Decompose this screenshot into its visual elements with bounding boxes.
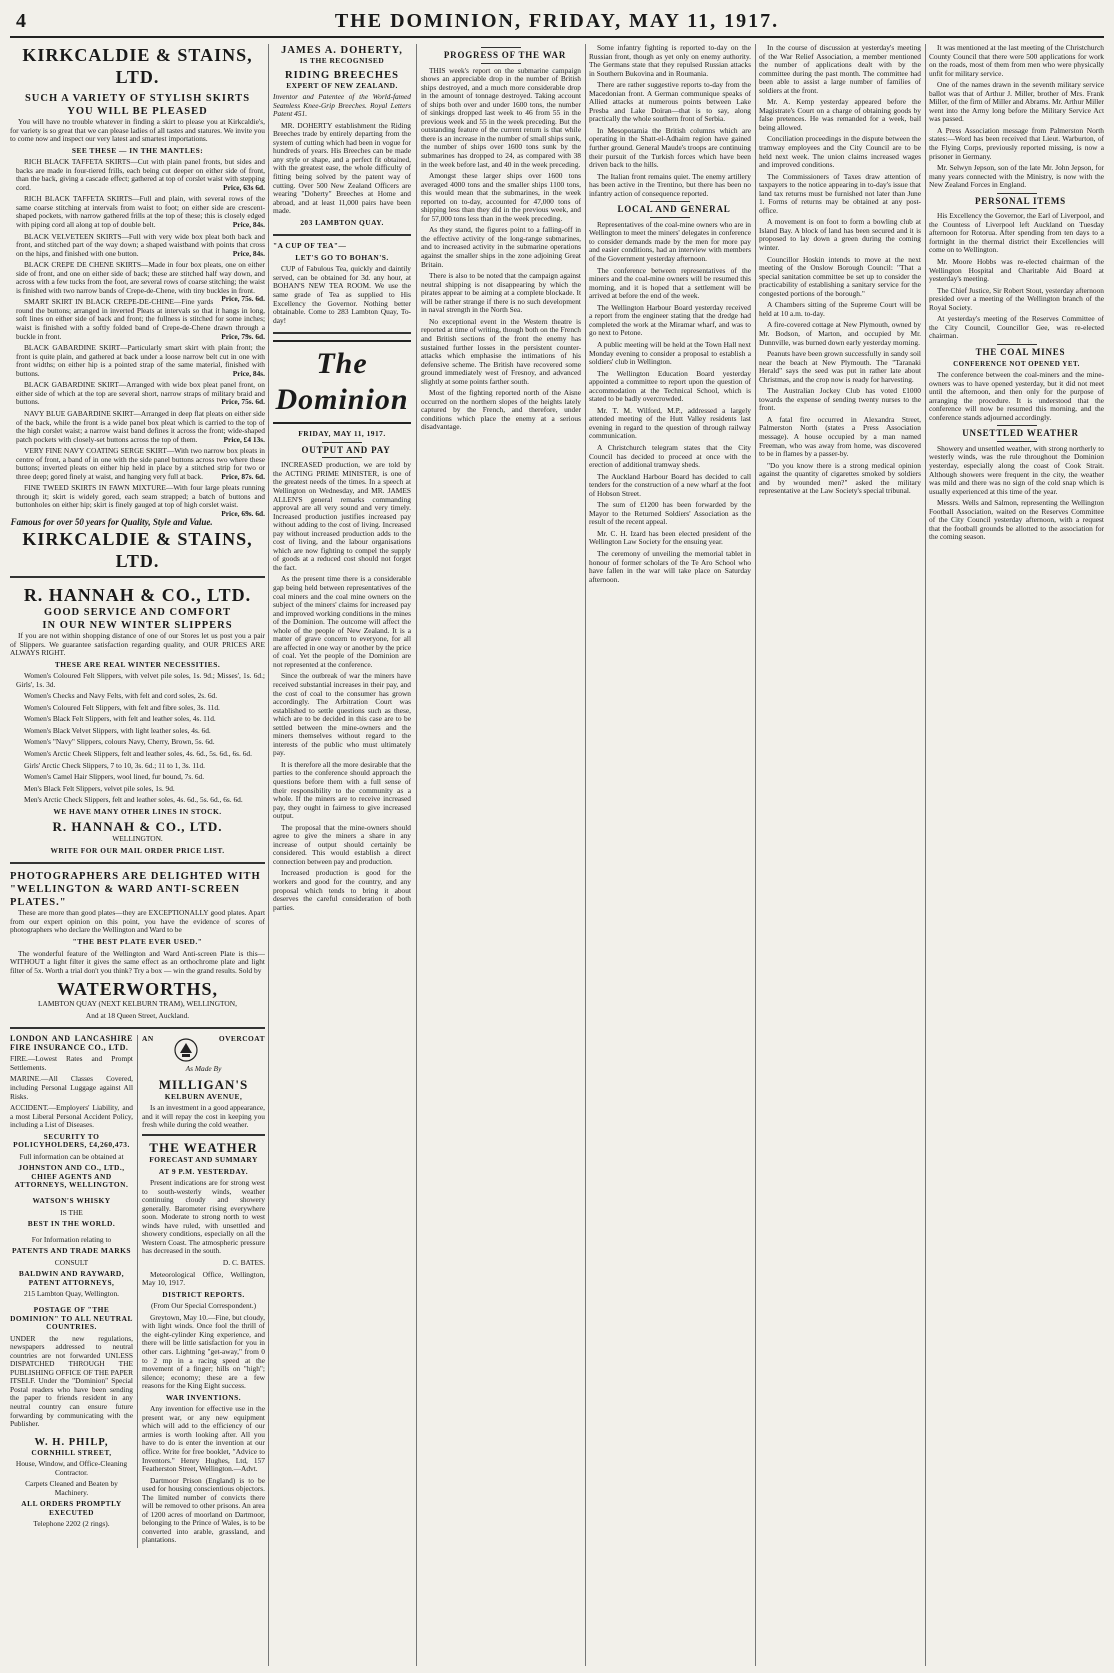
weather-time: AT 9 P.M. YESTERDAY. [158,1166,249,1176]
editorial-heading: OUTPUT AND PAY [301,444,391,455]
skirt-item [10,483,265,518]
unsettled-heading: UNSETTLED WEATHER [962,428,1079,439]
crest-icon [173,1037,199,1063]
nameplate: The Dominion [275,347,409,417]
coal-heading: THE COAL MINES [975,346,1066,357]
skirt-price: Price, 87s. 6d. [221,471,265,481]
local-paragraph: The ceremony of unveiling the memorial tablet in honour of former scholars of the Te Aro School who have fallen in the war will take place on Saturday afternoon. [589,548,751,584]
news-paragraph: Councillor Hoskin intends to move at the next meeting of the Onslow Borough Council: "That a special sanitation committee be set up to consider the practicability of establishing a sanitary service for the congested portions of the borough." [759,254,921,298]
milligan-overcoat: OVERCOAT [218,1034,265,1044]
local-paragraph: Mr. T. M. Wilford, M.P., addressed a largely attended meeting of the Hutt Valley residents last evening in regard to the question of through railway communication. [589,405,751,441]
column-6-tail: Messrs. Wells and Salmon, representing the Wellington Football Association, waited on the Reserves Committee of the City Council yesterday afternoon, with a request that the football grounds be allotted to the association for the coming season. [929,498,1104,542]
masthead-title: THE DOMINION, FRIDAY, MAY 11, 1917. [334,10,780,32]
nameplate-date: FRIDAY, MAY 11, 1917. [298,429,386,439]
skirt-item [10,298,265,341]
personal-heading: PERSONAL ITEMS [975,195,1066,206]
milligan-an: AN [142,1034,154,1044]
local-paragraph: The conference between representatives of the miners and the coal-mine owners will be resumed this morning, and it is hoped that a settlement will be arrived at before the end of the week. [589,265,751,301]
doherty-expert: EXPERT OF NEW ZEALAND. [286,80,398,90]
skirt-item [10,260,265,304]
column-rule [925,44,926,1666]
unsettled-body: Showery and unsettled weather, with strong northerly to westerly winds, was the rule throughout the Dominion yesterday, especially along the coast of Cook Strait. Although showers were frequent in the city, the weather was mild and there was no sign of the cold snap which is usually experienced at this time of the year. [929,443,1104,496]
slipper-item: Girls' Arctic Check Slippers, 7 to 10, 3s. 6d.; 11 to 1, 3s. 11d. [24,760,206,770]
column-6-body [929,44,1104,190]
news-paragraph: A fire-covered cottage at New Plymouth, owned by Mr. Bodson, of Marton, and occupied by Mr. Dunnville, was burned down early yesterday morning. [759,320,921,347]
editorial-paragraph: INCREASED production, we are told by the ACTING PRIME MINISTER, is one of the greatest needs of the times. In a speech at Wellington on Wednesday, and MR. JAMES ALLEN'S general remarks commanding approval are all very sound and very timely. Increased production justifies increased pay without adding to the cost of living. Increased pay without increased production adds to the cost of living, and the labour organisations which are now fighting to compel the supply of goods at a reduced cost should not forget the fact. [273,460,411,572]
column-5 [759,44,921,1666]
skirt-item [10,158,265,192]
skirt-item [10,381,265,407]
news-paragraph: A movement is on foot to form a bowling club at Island Bay. A block of land has been secured and it is proposed to lay down a green during the coming winter. [759,217,921,253]
skirt-price: Price, 79s. 6d. [221,331,265,341]
local-paragraph: Mr. C. H. Izard has been elected president of the Wellington Law Society for the ensuing year. [589,528,751,547]
slipper-item: Women's Coloured Felt Slippers, with velvet pile soles, 1s. 9d.; Misses', 1s. 6d.; Girls', 1s. 3d. [16,671,265,689]
patents-name: PATENTS AND TRADE MARKS [12,1246,131,1256]
kirkcaldie-headline-2: YOU WILL BE PLEASED [67,106,208,117]
news-paragraph: In the course of discussion at yesterday's meeting of the War Relief Association, a member mentioned the number of applications dealt with by the committee during the past month. The committee had been able to assist a large number of families of soldiers at the front. [759,44,921,95]
lancashire-name: LONDON AND LANCASHIRE FIRE INSURANCE CO., LTD. [10,1034,133,1052]
skirt-price: Price, 84s. [232,368,265,378]
philp-promise: ALL ORDERS PROMPTLY EXECUTED [21,1499,122,1517]
doherty-is: IS THE RECOGNISED [299,56,385,65]
local-paragraph: Representatives of the coal-mine owners who are in Wellington to meet the miners' delegates in conference to consider demands made by the men for more pay and easier conditions, had an interview with members of the Government yesterday afternoon. [589,219,751,264]
weather-signed: D. C. BATES. [222,1258,265,1268]
philp-address: CORNHILL STREET, [31,1447,112,1457]
philp-name: W. H. PHILP, [34,1436,109,1448]
bohans-head: "A CUP OF TEA"— [273,241,347,251]
column-6 [929,44,1104,1666]
news-paragraph: It was mentioned at the last meeting of the Christchurch County Council that there were 500 applications for work on the roads, most of them from men who were physically unfit for military service. [929,44,1104,78]
news-paragraph: Conciliation proceedings in the dispute between the tramway employees and the City Council are to be held next week. The union claims increased wages and improved conditions. [759,134,921,170]
skirt-description: VERY FINE NAVY COATING SERGE SKIRT—With two narrow box pleats in centre of front, a band of in one with the side panel buttons across two where these buttons; inverted pleats on either hip held in place by a stitched strip for two or three deep; gored finely at waist, and hanging very full at back. [16,446,265,481]
kirkcaldie-footer: Famous for over 50 years for Quality, Style and Value. [10,516,213,527]
bohans-head-2: LET'S GO TO BOHAN'S. [295,252,389,262]
editorial-paragraph: As the present time there is a considerable gap being held between representatives of the coal miners and the coal mine owners on the subject of the miners' claims for increased pay and improved working conditions in the mines of the Dominion. The outcome will affect the whole of the people of New Zealand. It is a matter of grave concern to everyone, for all are affected in one way or another by the price of coal. Yet the people of the Dominion are not represented at the conference. [273,574,411,669]
waterworths-body: These are more than good plates—they are EXCEPTIONALLY good plates. Apart from our expert opinion on this point, you have the evidence of scores of photographers who declare the Wellington and Ward to be [10,908,265,935]
news-paragraph: "Do you know there is a strong medical opinion against the quantity of cigarettes smoked by soldiers and by wounded men?" asked the military representative at the Law Society's special tribunal. [759,460,921,496]
doherty-name: JAMES A. DOHERTY, [281,45,403,56]
news-paragraph: A Chambers sitting of the Supreme Court will be held at 10 a.m. to-day. [759,300,921,318]
hannah-item-list [10,672,265,805]
progress-paragraph: Some infantry fighting is reported to-day on the Russian front, though as yet only on enemy authority. The Germans state that they repulsed Russian attacks in Southern Bukovina and in Roumania. [589,44,751,78]
kirkcaldie-name-footer: KIRKCALDIE & STAINS, LTD. [22,528,253,571]
skirt-item [10,233,265,259]
column-rule [585,44,586,1666]
editorial-paragraph: Since the outbreak of war the miners have received substantial increases in their pay, and the cost of coal to the consumer has grown accordingly. The Arbitration Court was established to settle questions such as these, which are to be decided in this case are to be settled between the mine-owners and the miners themselves without regard to the interests of the public who must ultimately pay. [273,671,411,758]
page-number: 4 [16,10,26,32]
personal-paragraph: The Chief Justice, Sir Robert Stout, yesterday afternoon presided over a meeting of the Wellington branch of the Royal Society. [929,285,1104,312]
skirt-item [10,410,265,444]
local-paragraph: The Auckland Harbour Board has decided to call tenders for the construction of a new wharf at the foot of Hobson Street. [589,471,751,498]
slipper-item: Women's Black Felt Slippers, with felt and leather soles, 4s. 11d. [24,714,216,724]
slipper-item: Women's Checks and Navy Felts, with felt and cord soles, 2s. 6d. [24,691,218,701]
progress-paragraph: As they stand, the figures point to a falling-off in the effective activity of the long-range submarines, and to increased activity in the submarine operations against the smaller ships in the zone adjoining Great Britain. [421,225,581,269]
editorial-more: Increased production is good for the workers and good for the country, and any proposal which tends to bring it about deserves the careful consideration of both parties. [273,868,411,912]
waterworths-quote: "THE BEST PLATE EVER USED." [72,937,203,946]
news-paragraph: One of the names drawn in the seventh military service ballot was that of Arthur J. Miller, brother of Mrs. Frank Miller, of the firm of Miller and Abrams. Mr. Arthur Miller went into the Army long before the Military Service Act was passed. [929,80,1104,124]
slipper-item: Men's Black Felt Slippers, velvet pile soles, 1s. 9d. [24,783,175,793]
waterworths-headline: PHOTOGRAPHERS ARE DELIGHTED WITH "WELLINGTON & WARD ANTI-SCREEN PLATES." [10,871,261,909]
news-paragraph: Peanuts have been grown successfully in sandy soil near the beach at New Plymouth. The "Taranaki Herald" says the seed was put in rather late about Christmas, and the crop now is ready for harvesting. [759,349,921,384]
local-paragraph: The Wellington Harbour Board yesterday received a report from the engineer stating that the dredge had completed the work at the Miramar wharf, and was to go next to Petone. [589,302,751,338]
masthead [10,6,1104,38]
skirt-description: RICH BLACK TAFFETA SKIRTS—Full and plain, with several rows of the same coarse stitching at intervals from waist to foot; on either side are crescent-shaped pockets, with narrow gathered frills at the top of these; this is closely edged with piping cord all along at top of double belt. [16,194,265,230]
skirt-price: Price, 75s. 6d. [221,294,265,304]
progress-paragraph: THIS week's report on the submarine campaign shows an appreciable drop in the number of British ships destroyed, and a much more considerable drop in the amount of tonnage destroyed. Taking account of ships both over and under 1600 tons, the number of sinkings dropped last week to 46 from 55 in the previous week and 55 in the week preceding. But the outstanding feature of the current return is that while there is an increase in the number of small ships sunk, the number of ships over 1600 tons sunk by the submarines has dropped to 24, as compared with 38 in the week before last, and 40 in the week preceding. [421,65,581,169]
kirkcaldie-intro: You will have no trouble whatever in finding a skirt to please you at Kirkcaldie's, for variety is so great that we can please ladies of all tastes and statures. We invite you to come now and inspect our very latest and smartest importations. [10,117,265,144]
philp-telephone: Telephone 2202 (2 rings). [33,1519,110,1529]
column-5-body [759,44,921,496]
editorial-body [273,461,411,866]
personal-paragraph: Mr. Moore Hobbs was re-elected chairman of the Wellington Hospital and Charitable Aid Board at yesterday's meeting. [929,257,1104,284]
progress-paragraph: The Italian front remains quiet. The enemy artillery has been active in the Trentino, but there has been no infantry action of consequence reported. [589,171,751,198]
kirkcaldie-ad [10,44,265,578]
skirt-price: Price, 84s. [232,248,265,258]
hannah-intro: If you are not within shopping distance of one of our Stores let us post you a pair of Slippers. We guarantee satisfaction regarding quality, and OUR PRICES ARE ALWAYS RIGHT. [10,630,265,658]
skirt-price: Price, £4 13s. [223,434,265,444]
news-paragraph: Mr. Selwyn Jepson, son of the late Mr. John Jepson, for many years connected with the Ministry, is now with the New Zealand Forces in England. [929,163,1104,190]
patents-address: 215 Lambton Quay, Wellington. [23,1289,120,1299]
hannah-name-footer: R. HANNAH & CO., LTD. [52,819,223,835]
progress-paragraph: Most of the fighting reported north of the Aisne occurred on the northern slopes of the heights lately captured by the French, and therefore, under conditions which place the enemy at a serious disadvantage. [421,388,581,432]
slipper-item: Women's Black Velvet Slippers, with light leather soles, 4s. 6d. [24,725,211,735]
lancashire-accident: ACCIDENT.—Employers' Liability, and a most Liberal Personal Accident Policy, including a List of Diseases. [10,1103,133,1130]
hannah-more: WE HAVE MANY OTHER LINES IN STOCK. [53,806,222,816]
column-rule [268,44,269,1666]
personal-body [929,212,1104,341]
waterworths-name: WATERWORTHS, [57,979,218,1000]
milligan-made-by: As Made By [185,1064,222,1074]
skirt-description: BLACK GABARDINE SKIRT—Particularly smart skirt with plain front; the front is quite plain, and gathered at back under a loose narrow belt cut in one with front widths; on either hip is a pointed strap of the same material, finished with buttons. [16,343,265,378]
skirt-description: BLACK VELVETEEN SKIRTS—Full with very wide box pleat both back and front, and stitched part of the way down; a shaped waistband with points that cross on the hips, and finished with one button. [16,231,265,258]
local-heading: LOCAL AND GENERAL [617,204,731,215]
skirt-item [10,195,265,229]
editorial-paragraph: It is therefore all the more desirable that the parties to the conference should approach the questions before them with a full sense of their responsibility to the community as a whole. If the miners are to receive increased pay, they ought in fairness to give increased output. [273,759,411,821]
patents-intro: For Information relating to [31,1234,112,1244]
doherty-body: MR. DOHERTY establishment the Riding Breeches trade by entirely departing from the system of cutting which had been in vogue for hundreds of years. His Breeches can be made any style or shape, and a perfect fit obtained, with the greatest ease, the whole difficulty of fitting being solved by the patent way of cutting. Over 500 New Zealand Officers are wearing "Doherty" Breeches at Home and abroad, and at least 11,000 pairs have been made. [273,120,411,216]
hannah-name: R. HANNAH & CO., LTD. [23,584,252,605]
milligan-body: Is an investment in a good appearance, and it will repay the cost in keeping you fresh while during the cold weather. [142,1103,265,1130]
progress-paragraph: Amongst these larger ships over 1600 tons averaged 4000 tons and the smaller ships 1100 tons, this would mean that the submarines, in the week reported on to-day, accounted for 47,000 tons of shipping less than they did in the previous week, and for 57,000 tons less than in the week preceding. [421,171,581,223]
waterworths-address: LAMBTON QUAY (NEXT KELBURN TRAM), WELLINGTON, [38,999,237,1009]
district-sub: (From Our Special Correspondent.) [150,1301,257,1311]
hannah-headline-2: IN OUR NEW WINTER SLIPPERS [42,619,233,631]
column-1-ads [10,44,265,1666]
hannah-headline: GOOD SERVICE AND COMFORT [44,606,231,618]
skirt-item [10,344,265,378]
skirt-description: FINE TWEED SKIRTS IN FAWN MIXTURE—With four large pleats running through it; skirt is widely gored, each seam strapped; a batch of buttons and buttonholes on either hip; skirt is finely gauged at top of high corslet waist. [16,483,265,510]
patents-consult: CONSULT [54,1257,89,1267]
kirkcaldie-name: KIRKCALDIE & STAINS, LTD. [22,45,253,87]
slipper-item: Women's "Navy" Slippers, colours Navy, Cherry, Brown, 5s. 6d. [24,737,215,747]
milligan-ad [142,1035,265,1548]
bottom-ads-row [10,1035,265,1548]
coal-body: The conference between the coal-miners and the mine-owners was to have opened yesterday, but it did not meet until the afternoon, and then only for the purpose of arranging the procedure. It is understood that the conference will now be resumed this morning, and the conference stands adjourned accordingly. [929,370,1104,422]
lancashire-info: Full information can be obtained at [19,1151,124,1161]
progress-paragraph: No exceptional event in the Western theatre is reported at time of writing, though both on the French and British sections of the front the enemy has sustained further losses in the persistent counter-attacks which emphasise the intimations of his defensive scheme. The British have recovered some ground immediately west of Fresnoy, and advanced slightly at some points farther south. [421,316,581,386]
kirkcaldie-headline: SUCH A VARIETY OF STYLISH SKIRTS [24,93,251,104]
skirt-description: NAVY BLUE GABARDINE SKIRT—Arranged in deep flat pleats on either side of the back, while the front is a wide panel box pleat which is carried to the top of the high corslet waist; a narrow waist band defines it across the front; wide-shaped patch pockets with closely-set buttons across the top of them. [16,408,265,444]
personal-paragraph: At yesterday's meeting of the Reserves Committee of the City Council, Councillor Gee, was re-elected chairman. [929,314,1104,341]
watsons-name: WATSON'S WHISKY [32,1196,111,1206]
local-body [589,221,751,584]
weather-office: Meteorological Office, Wellington, May 10, 1917. [142,1269,265,1288]
doherty-ad [273,44,411,236]
postage-head: POSTAGE OF "THE DOMINION" TO ALL NEUTRAL COUNTRIES. [10,1304,133,1332]
doherty-what: RIDING BREECHES [285,69,399,81]
waterworths-ad [10,870,265,1029]
local-paragraph: A public meeting will be held at the Town Hall next Monday evening to consider a proposal to establish a soldiers' club in Wellington. [589,339,751,367]
column-3 [421,44,581,1666]
weather-head: THE WEATHER [149,1140,258,1156]
doherty-sub: Inventor and Patentee of the World-famed Seamless Knee-Grip Breeches. Royal Letters Patent 451. [273,92,411,119]
personal-paragraph: His Excellency the Governor, the Earl of Liverpool, and the Countess of Liverpool left Auckland on Tuesday afternoon for Rotorua. After spending from ten days to a fortnight in the thermal district their Excellencies will come on to Wellington. [929,211,1104,255]
waterworths-body-2: The wonderful feature of the Wellington and Ward Anti-screen Plate is this—WITHOUT a light filter it gives the same effect as an orthochrome plate and light filter of 5x. Worth a trial don't you think? Try a box — win the grand results. Sold by [10,948,265,975]
kirkcaldie-see-these: SEE THESE — IN THE MANTLES: [71,145,204,155]
waterworths-address-2: And at 18 Queen Street, Auckland. [85,1010,190,1020]
local-paragraph: The Wellington Education Board yesterday appointed a committee to report upon the question of accommodation at the Technical School, which is stated to be badly overcrowded. [589,368,751,404]
progress-continued [589,44,751,198]
nameplate-block [273,340,411,424]
milligan-address: KELBURN AVENUE, [164,1091,243,1101]
patents-firm: BALDWIN AND RAYWARD, PATENT ATTORNEYS, [18,1269,125,1287]
hannah-subhead: THESE ARE REAL WINTER NECESSITIES. [54,659,221,669]
skirt-description: BLACK GABARDINE SKIRT—Arranged with wide box pleat panel front, on either side of which at the top are several short, narrow straps of military braid and buttons. [16,380,265,407]
milligan-name: MILLIGAN'S [158,1076,249,1092]
watsons-tag: IS THE [60,1207,83,1217]
local-paragraph: The sum of £1200 has been forwarded by the Mayor to the Returned Soldiers' Association as the result of the recent appeal. [589,500,751,527]
column-3-top-text [421,47,581,432]
skirt-price: Price, 63s 6d. [223,182,265,192]
philp-services: Carpets Cleaned and Beaten by Machinery. [25,1479,118,1497]
news-paragraph: The Commissioners of Taxes draw attention of taxpayers to the notice appearing in to-day's issue that land tax returns must be furnished not later than June 1. Forms of returns may be obtained at any post-office. [759,171,921,215]
slipper-item: Men's Arctic Check Slippers, felt and leather soles, 4s. 6d., 5s. 6d., 6s. 6d. [24,795,243,805]
skirt-price: Price, 84s. [232,220,265,230]
hannah-ad [10,584,265,864]
lancashire-fire: FIRE.—Lowest Rates and Prompt Settlements. [10,1054,133,1072]
slipper-item: Women's Arctic Cheek Slippers, felt and leather soles, 4s. 6d., 5s. 6d., 6s. 6d. [24,748,252,758]
skirt-description: SMART SKIRT IN BLACK CREPE-DE-CHINE—Fine yards round the buttons; arranged in inverted Pleats at intervals so that it hangs in long, soft lines on either side of back and front; the fullness is stitched for some inches; waist is finished with a softly folded band of Crepe-de-Chene drawn through a buckle in front. [16,297,265,341]
war-inventions-head: WAR INVENTIONS. [165,1392,242,1402]
news-paragraph: Mr. A. Kemp yesterday appeared before the Magistrate's Court on a charge of obtaining goods by false pretences. He was remanded for a week, bail being allowed. [759,97,921,132]
skirt-price: Price, 69s. 6d. [221,508,265,518]
kirkcaldie-item-list [10,157,265,518]
column-rule [416,44,417,1666]
philp-trade: House, Window, and Office-Cleaning Contractor. [15,1459,128,1477]
editorial-paragraph: The proposal that the mine-owners should agree to give the miners a share in any increase of output should certainly be considered. This would establish a direct connection between pay and production. [273,822,411,866]
lancashire-ad [10,1035,138,1548]
column-4 [589,44,751,1666]
hannah-write: WRITE FOR OUR MAIL ORDER PRICE LIST. [50,845,225,855]
dartmoor-body: Dartmoor Prison (England) is to be used for housing conscientious objectors. The limited number of convicts there will be removed to other prisons. An area of 1200 acres of moorland on Dartmoor, belonging to the Prince of Wales, is to be converted into arable, grassland, and plantations. [142,1475,265,1545]
bohans-ad [273,242,411,334]
progress-paragraph: There are rather suggestive reports to-day from the Macedonian front. A German communique speaks of Allied attacks at numerous points between Lake Presba and Lake Doiran—that is to say, along practically the whole southern front of Serbia. [589,80,751,124]
progress-paragraph: In Mesopotamia the British columns which are operating in the Shatt-el-Adhaim region have gained further ground. General Maude's troops are continuing their pursuit of the Turkish forces which have been driven back to the hills. [589,125,751,170]
district-body: Greytown, May 10.—Fine, but cloudy, with light winds. Once fool the thrill of the eight-cylinder King experience, and there will be little satisfaction for you in other cars. Lightning "get-away," from 0 to 2 mp in a racing speed at the movement of a finger; hills on "high"; silence; economy; these are a few reasons for the King Eight success. [142,1312,265,1391]
skirt-item [10,447,265,481]
lancashire-marine: MARINE.—All Classes Covered, including Personal Luggage against All Risks. [10,1074,133,1101]
bohans-body: CUP of Fabulous Tea, quickly and daintily served, can be obtained for 3d. any hour, at BOHAN'S NEW TEA ROOM. We use the same grade of Tea as supplied to His Excellency the Governor. Nothing better obtainable. Come to 283 Lambton Quay, To-day! [273,264,411,325]
progress-heading: PROGRESS OF THE WAR [443,50,567,60]
weather-body: Present indications are for strong west to south-westerly winds, weather continuing cloudy and showery generally. Barometer rising everywhere soon. Moderate to strong north to west winds have ruled, with unsettled and showery conditions, especially on all the Western Coast. The atmospheric pressure has decreased in the south. [142,1178,265,1256]
hannah-city: WELLINGTON. [112,834,163,844]
local-paragraph: A Christchurch telegram states that the City Council has decided to proceed at once with the erection of additional tramway sheds. [589,442,751,470]
coal-subheading: CONFERENCE NOT OPENED YET. [953,359,1080,368]
war-inventions-body: Any invention for effective use in the present war, or any new equipment which will add to the efficiency of our armies is worth looking after. All you have to do is enter the invention at our office. Write for free booklet, "Advice to Inventors." Henry Hughes, Ltd, 157 Featherston Street, Wellington.—Advt. [142,1404,265,1474]
column-2 [273,44,411,1666]
skirt-price: Price, 75s. 6d. [221,397,265,407]
news-paragraph: A fatal fire occurred in Alexandra Street, Palmerston North (states a Press Association message). A house occupied by a man named Freeman, who was away from home, was discovered to be in flames by a passer-by. [759,414,921,459]
column-rule [755,44,756,1666]
slipper-item: Women's Camel Hair Slippers, wool lined, fur bound, 7s. 6d. [24,772,205,782]
lancashire-agents: JOHNSTON AND CO., LTD., CHIEF AGENTS AND ATTORNEYS, WELLINGTON. [14,1163,129,1190]
news-paragraph: The Australian Jockey Club has voted £1000 towards the expense of sending twenty nurses to the front. [759,386,921,413]
postage-body: UNDER the new regulations, newspapers addressed to neutral countries are not forwarded UNLESS DISPATCHED THROUGH THE PUBLISHING OFFICE OF THE PAPER ITSELF. Under the "Dominion" Special Postal readers who have been sending the paper to friends resident in any neutral country can ensure future forwarding by communicating with the Publisher. [10,1333,133,1429]
slipper-item: Women's Coloured Felt Slippers, with felt and fibre soles, 3s. 11d. [24,702,220,712]
skirt-description: RICH BLACK TAFFETA SKIRTS—Cut with plain panel fronts, but sides and backs are made in four-tiered frills, each being cut deeper on either side of front, than the back, giving a cascade effect; gathered at top of corslet waist with stepping cord. [16,157,265,192]
lancashire-security: SECURITY TO POLICYHOLDERS, £4,260,473. [13,1131,130,1150]
doherty-address: 203 LAMBTON QUAY. [300,217,384,227]
skirt-description: BLACK CREPE DE CHENE SKIRTS—Made in four box pleats, one on either side of front, and one on either side of back; these are stitched half way down, and across with a few tucks from the foot, are several rows of coarse stitching; the waist is finished with two narrow bands of Crepe-de-Chene, with tiny buckles in front. [16,260,265,295]
watsons-tag-2: BEST IN THE WORLD. [27,1219,116,1229]
news-paragraph: A Press Association message from Palmerston North states:—Word has been received that Lieut. Warburton, of the Flying Corps, previously reported missing, is now a prisoner in Germany. [929,125,1104,161]
district-head: DISTRICT REPORTS. [162,1289,245,1299]
weather-sub: FORECAST AND SUMMARY [149,1155,258,1165]
progress-paragraph: There is also to be noted that the campaign against neutral shipping is not disappearing by which the pirates appear to be aiming at a complete blockade. It will be rather strange if there is no such development in naval strength in the North Sea. [421,271,581,315]
